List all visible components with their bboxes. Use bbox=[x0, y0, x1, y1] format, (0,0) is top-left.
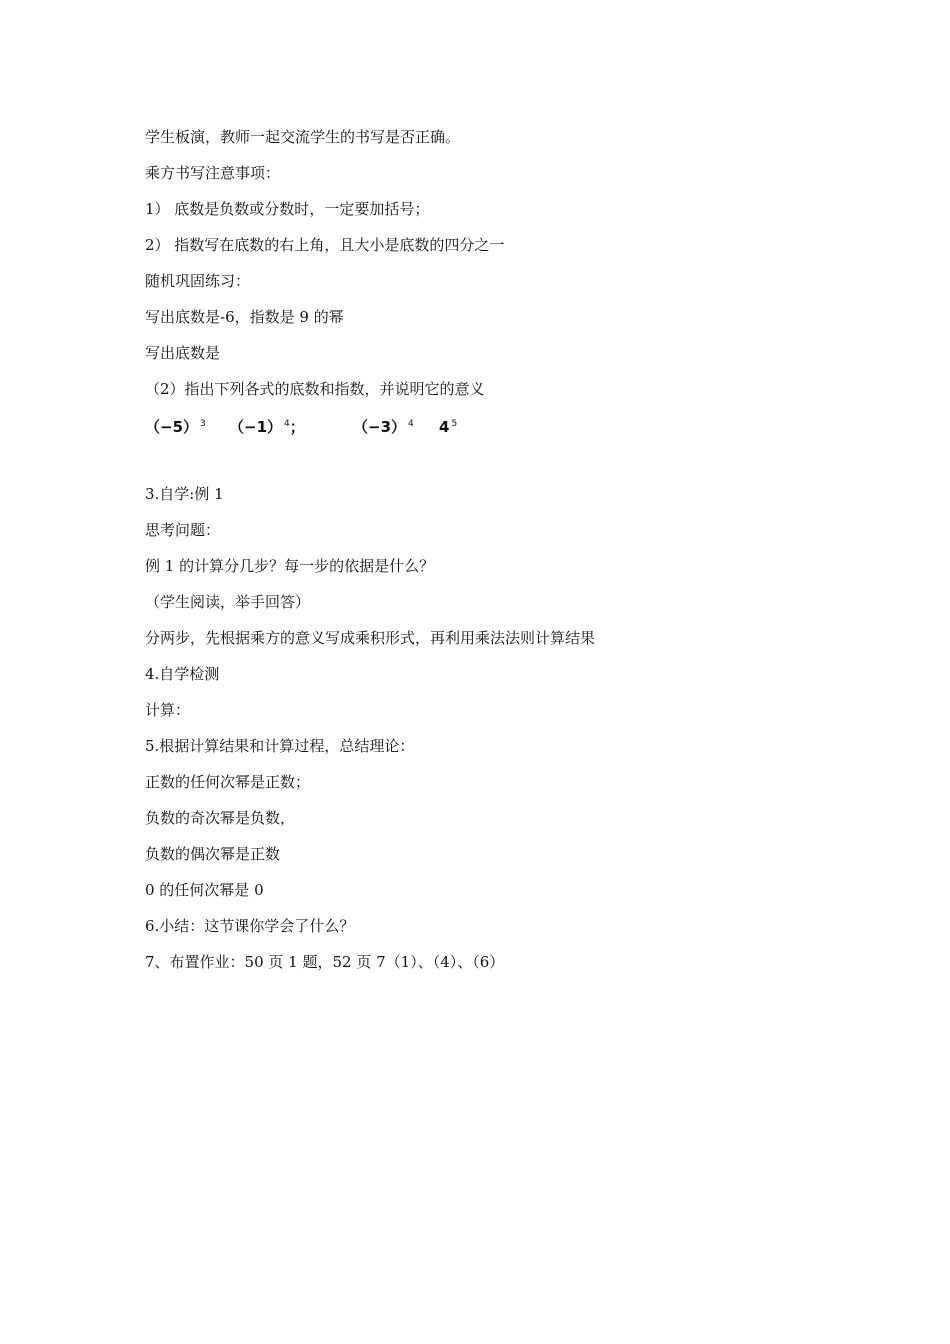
text-line: 计算： bbox=[145, 701, 191, 719]
text-line: 1） 底数是负数或分数时，一定要加括号； bbox=[145, 200, 430, 218]
power-expression bbox=[353, 414, 439, 437]
text-line: 6.小结：这节课你学会了什么？ bbox=[145, 917, 355, 935]
text-line: 4.自学检测 bbox=[145, 665, 220, 683]
expression-base: （−5） bbox=[145, 418, 199, 436]
text-line: 例 1 的计算分几步？每一步的依据是什么？ bbox=[145, 557, 435, 575]
text-line: 写出底数是-6，指数是 9 的幂 bbox=[145, 308, 344, 326]
text-line: 7、布置作业：50 页 1 题，52 页 7（1）、（4）、（6） bbox=[145, 953, 505, 971]
power-expressions-line bbox=[145, 414, 457, 437]
power-expression bbox=[439, 414, 457, 437]
text-line: 随机巩固练习： bbox=[145, 272, 251, 290]
text-line: 正数的任何次幂是正数； bbox=[145, 773, 311, 791]
expression-suffix: ； bbox=[289, 418, 305, 436]
expression-base: 4 bbox=[439, 418, 450, 436]
text-line: 写出底数是 bbox=[145, 344, 221, 362]
text-line: 分两步，先根据乘方的意义写成乘积形式，再利用乘法法则计算结果 bbox=[145, 629, 596, 647]
text-line: 3.自学:例 1 bbox=[145, 485, 224, 503]
text-line: 2） 指数写在底数的右上角，且大小是底数的四分之一 bbox=[145, 236, 505, 254]
text-line: 乘方书写注意事项： bbox=[145, 164, 281, 182]
text-line: 负数的奇次幂是负数， bbox=[145, 809, 296, 827]
expression-base: （−1） bbox=[229, 418, 283, 436]
text-line: （2）指出下列各式的底数和指数，并说明它的意义 bbox=[145, 380, 485, 398]
text-line: 思考问题： bbox=[145, 521, 221, 539]
text-line: 负数的偶次幂是正数 bbox=[145, 845, 281, 863]
expression-exponent: 4 bbox=[408, 419, 414, 429]
text-line: 5.根据计算结果和计算过程，总结理论： bbox=[145, 737, 415, 755]
text-line: 学生板演，教师一起交流学生的书写是否正确。 bbox=[145, 128, 461, 146]
expression-exponent: 3 bbox=[200, 419, 206, 429]
expression-base: （−3） bbox=[353, 418, 407, 436]
text-line: 0 的任何次幂是 0 bbox=[145, 881, 264, 899]
power-expression bbox=[229, 414, 353, 437]
expression-exponent: 4 bbox=[284, 419, 290, 429]
text-line: （学生阅读，举手回答） bbox=[145, 593, 311, 611]
power-expression bbox=[145, 414, 229, 437]
expression-exponent: 5 bbox=[451, 419, 458, 429]
